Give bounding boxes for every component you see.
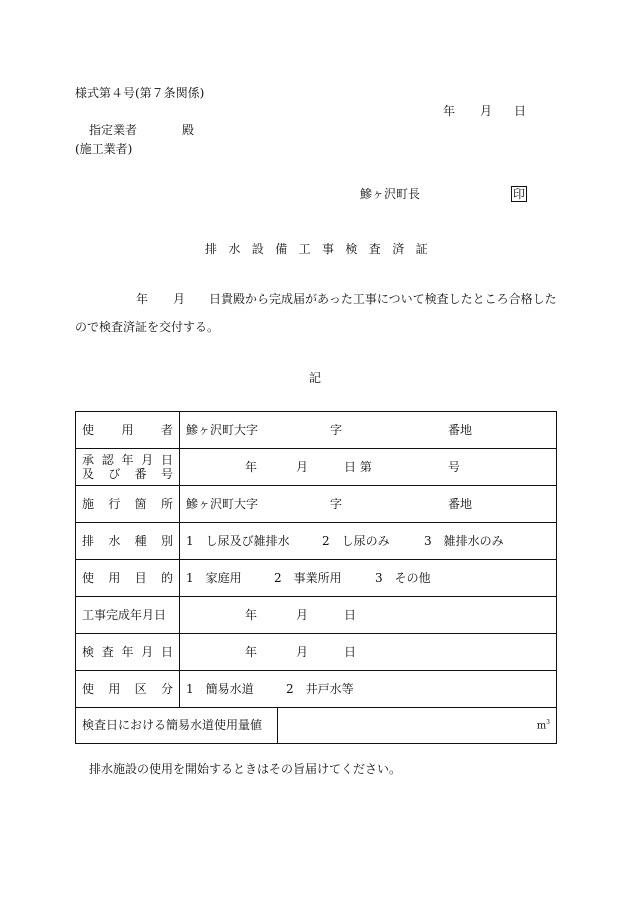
label-completion-date: 工事完成年月日 bbox=[76, 597, 180, 634]
label-char: 及 bbox=[82, 467, 95, 481]
table-row-completion-date bbox=[76, 597, 557, 634]
value-purpose bbox=[180, 560, 557, 597]
body-month: 月 bbox=[173, 292, 186, 306]
approval-year: 年 bbox=[245, 460, 258, 474]
inspection-month: 月 bbox=[296, 645, 309, 659]
usage-option-2: 2 井戸水等 bbox=[286, 682, 354, 696]
unit-m: m bbox=[536, 720, 547, 732]
label-char: 使 bbox=[82, 423, 95, 437]
inspection-table bbox=[75, 411, 557, 708]
seal-mark bbox=[511, 186, 527, 202]
value-usage-category bbox=[180, 671, 557, 708]
date-day: 日 bbox=[514, 104, 527, 118]
location-aza: 字 bbox=[330, 497, 343, 511]
label-char: 区 bbox=[134, 682, 147, 696]
value-water-volume bbox=[278, 707, 557, 744]
location-town: 鰺ヶ沢町大字 bbox=[186, 497, 259, 511]
table-row-user bbox=[76, 412, 557, 449]
location-banchi: 番地 bbox=[448, 497, 473, 511]
approval-month: 月 bbox=[296, 460, 309, 474]
label-char: 号 bbox=[160, 467, 173, 481]
value-approval bbox=[180, 449, 557, 486]
user-town: 鰺ヶ沢町大字 bbox=[186, 423, 259, 437]
usage-option-1: 1 簡易水道 bbox=[186, 682, 254, 696]
label-char: 者 bbox=[160, 423, 173, 437]
label-char: 使 bbox=[82, 682, 95, 696]
recipient-label: 指定業者 bbox=[89, 123, 138, 137]
form-number: 様式第４号(第７条関係) bbox=[75, 86, 205, 100]
unit-exponent: 3 bbox=[546, 719, 550, 727]
label-location-text bbox=[82, 497, 173, 511]
label-char: 年 bbox=[121, 645, 134, 659]
label-char: 分 bbox=[160, 682, 173, 696]
label-char: 的 bbox=[160, 571, 173, 585]
water-volume-table bbox=[75, 707, 557, 744]
label-drainage-type bbox=[76, 523, 180, 560]
label-usage-category-text bbox=[82, 682, 173, 696]
label-location bbox=[76, 486, 180, 523]
drainage-option-1: 1 し尿及び雑排水 bbox=[186, 534, 290, 548]
label-char: 日 bbox=[160, 645, 173, 659]
recipient-honorific: 殿 bbox=[182, 123, 195, 137]
label-char: 用 bbox=[108, 571, 121, 585]
inspection-day: 日 bbox=[344, 645, 357, 659]
completion-day: 日 bbox=[344, 608, 357, 622]
label-char: 年 bbox=[121, 453, 134, 467]
table-row-purpose bbox=[76, 560, 557, 597]
label-char: 認 bbox=[101, 453, 114, 467]
footer-note: 排水施設の使用を開始するときはその旨届けてください。 bbox=[89, 762, 402, 776]
table-row-usage-category bbox=[76, 671, 557, 708]
ki-heading: 記 bbox=[309, 371, 322, 385]
value-inspection-date bbox=[180, 634, 557, 671]
label-char: 排 bbox=[82, 534, 95, 548]
label-char: び bbox=[108, 467, 121, 481]
label-purpose-text bbox=[82, 571, 173, 585]
label-char: 用 bbox=[121, 423, 134, 437]
label-approval-line1 bbox=[82, 453, 173, 467]
drainage-option-2: 2 し尿のみ bbox=[322, 534, 390, 548]
label-char: 別 bbox=[160, 534, 173, 548]
body-year: 年 bbox=[136, 292, 149, 306]
purpose-option-3: 3 その他 bbox=[375, 571, 431, 585]
user-banchi: 番地 bbox=[448, 423, 473, 437]
approval-day-no: 日 第 bbox=[344, 460, 372, 474]
label-char: 用 bbox=[108, 682, 121, 696]
document-title: 排水設備工事検査済証 bbox=[205, 242, 440, 256]
label-approval bbox=[76, 449, 180, 486]
label-char: 検 bbox=[82, 645, 95, 659]
label-char: 査 bbox=[101, 645, 114, 659]
label-char: 使 bbox=[82, 571, 95, 585]
table-row-approval bbox=[76, 449, 557, 486]
value-completion-date bbox=[180, 597, 557, 634]
seal-text: 印 bbox=[513, 187, 526, 201]
value-user bbox=[180, 412, 557, 449]
completion-year: 年 bbox=[245, 608, 258, 622]
date-year: 年 bbox=[443, 104, 456, 118]
purpose-option-2: 2 事業所用 bbox=[274, 571, 342, 585]
label-char: 承 bbox=[82, 453, 95, 467]
label-char: 行 bbox=[108, 497, 121, 511]
body-line1: 日貴殿から完成届があった工事について検査したところ合格した bbox=[209, 292, 557, 306]
label-approval-line2 bbox=[82, 467, 173, 481]
table-row-location bbox=[76, 486, 557, 523]
water-volume-unit bbox=[537, 716, 550, 733]
label-inspection-date-text bbox=[82, 645, 173, 659]
completion-month: 月 bbox=[296, 608, 309, 622]
date-month: 月 bbox=[480, 104, 493, 118]
label-char: 施 bbox=[82, 497, 95, 511]
drainage-option-3: 3 雑排水のみ bbox=[424, 534, 504, 548]
value-drainage-type bbox=[180, 523, 557, 560]
label-user-text bbox=[82, 423, 173, 437]
label-char: 箇 bbox=[134, 497, 147, 511]
label-purpose bbox=[76, 560, 180, 597]
label-char: 種 bbox=[134, 534, 147, 548]
label-water-volume: 検査日における簡易水道使用量値 bbox=[76, 707, 278, 744]
label-char: 月 bbox=[141, 453, 154, 467]
label-char: 日 bbox=[160, 453, 173, 467]
issuer: 鰺ヶ沢町長 bbox=[360, 187, 421, 201]
table-row-drainage-type bbox=[76, 523, 557, 560]
inspection-year: 年 bbox=[245, 645, 258, 659]
label-char: 所 bbox=[160, 497, 173, 511]
label-char: 番 bbox=[134, 467, 147, 481]
label-usage-category bbox=[76, 671, 180, 708]
body-line2: ので検査済証を交付する。 bbox=[75, 320, 220, 334]
approval-number: 号 bbox=[448, 460, 461, 474]
recipient-note: (施工業者) bbox=[75, 142, 133, 156]
label-char: 月 bbox=[141, 645, 154, 659]
table-row-water-volume bbox=[76, 707, 557, 744]
table-row-inspection-date bbox=[76, 634, 557, 671]
user-aza: 字 bbox=[330, 423, 343, 437]
label-inspection-date bbox=[76, 634, 180, 671]
value-location bbox=[180, 486, 557, 523]
label-char: 水 bbox=[108, 534, 121, 548]
label-drainage-type-text bbox=[82, 534, 173, 548]
label-char: 目 bbox=[134, 571, 147, 585]
label-user bbox=[76, 412, 180, 449]
purpose-option-1: 1 家庭用 bbox=[186, 571, 242, 585]
